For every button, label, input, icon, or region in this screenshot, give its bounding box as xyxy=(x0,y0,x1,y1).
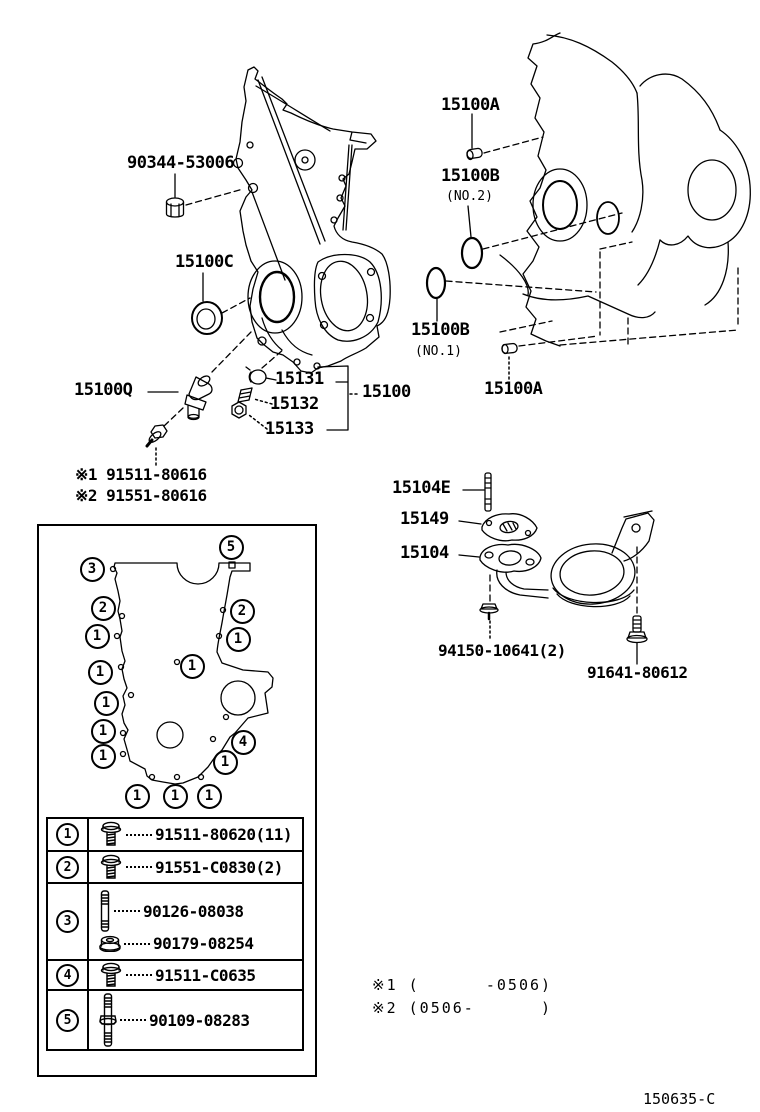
leader-dash xyxy=(114,910,140,912)
note-applicability-2: ※2 (0506- ) xyxy=(372,999,553,1017)
inset-callout-1: 1 xyxy=(226,627,251,652)
inset-callout-3: 3 xyxy=(80,557,105,582)
fastener-item xyxy=(99,993,302,1047)
spring-15132-drawing xyxy=(238,388,252,402)
inset-callout-5: 5 xyxy=(219,535,244,560)
inset-callout-1: 1 xyxy=(180,654,205,679)
fastener-table-row-4 xyxy=(48,961,302,991)
inset-callout-2: 2 xyxy=(230,599,255,624)
label-15100a-bottom: 15100A xyxy=(484,379,543,399)
label-note2-part: ※2 91551-80616 xyxy=(75,486,207,505)
union-15100q-drawing xyxy=(185,374,212,420)
inset-callout-2: 2 xyxy=(91,596,116,621)
label-15133: 15133 xyxy=(265,419,314,439)
row-callout-cell xyxy=(48,852,89,882)
nut-icon xyxy=(99,935,121,952)
callout-badge-2: 2 xyxy=(56,856,79,879)
nut-15133-drawing xyxy=(232,402,246,418)
bolt-icon xyxy=(99,854,123,881)
engine-block-drawing xyxy=(500,33,750,348)
fastener-table-row-3 xyxy=(48,884,302,961)
double-stud-icon xyxy=(99,993,117,1047)
label-15131: 15131 xyxy=(275,369,324,389)
fastener-item xyxy=(99,854,302,881)
inset-callout-4: 4 xyxy=(231,730,256,755)
union-bolt-drawing xyxy=(147,425,167,446)
label-15100b-no1-sub: (NO.1) xyxy=(415,344,462,359)
label-15100b-no2: 15100B xyxy=(441,166,500,186)
row-parts-cell xyxy=(89,852,302,882)
leader-dash xyxy=(126,866,152,868)
inset-callout-1: 1 xyxy=(91,744,116,769)
leader-dash xyxy=(124,943,150,945)
fastener-item xyxy=(99,962,302,989)
part-number: 90179-08254 xyxy=(153,934,254,953)
leader-dash xyxy=(126,974,152,976)
oil-strainer-drawing xyxy=(480,473,654,643)
row-callout-cell xyxy=(48,991,89,1049)
inset-callout-1: 1 xyxy=(85,624,110,649)
callout-badge-3: 3 xyxy=(56,910,79,933)
label-15104e: 15104E xyxy=(392,478,451,498)
fastener-item xyxy=(99,934,302,953)
callout-badge-1: 1 xyxy=(56,823,79,846)
label-15100q: 15100Q xyxy=(74,380,133,400)
label-90344-53006: 90344-53006 xyxy=(127,153,235,173)
label-91641-80612: 91641-80612 xyxy=(587,663,688,682)
row-callout-cell xyxy=(48,884,89,959)
row-parts-cell xyxy=(89,961,302,989)
leader-dash xyxy=(126,834,152,836)
fastener-item xyxy=(99,890,302,932)
label-15100: 15100 xyxy=(362,382,411,402)
bolt-icon xyxy=(99,962,123,989)
label-15132: 15132 xyxy=(270,394,319,414)
label-15100b-no1: 15100B xyxy=(411,320,470,340)
inset-callout-1: 1 xyxy=(91,719,116,744)
label-94150-10641: 94150-10641(2) xyxy=(438,641,566,660)
callout-badge-4: 4 xyxy=(56,964,79,987)
pin-15100a-bottom-drawing xyxy=(502,343,518,354)
fastener-table-row-1 xyxy=(48,819,302,852)
plug-90344-drawing xyxy=(167,198,184,217)
row-callout-cell xyxy=(48,961,89,989)
inset-callout-1: 1 xyxy=(94,691,119,716)
fastener-item xyxy=(99,821,302,848)
fastener-table-row-2 xyxy=(48,852,302,884)
part-number: 91511-80620(11) xyxy=(155,825,292,844)
row-callout-cell xyxy=(48,819,89,850)
fastener-table xyxy=(46,817,304,1051)
timing-cover-drawing xyxy=(234,67,391,373)
inset-callout-1: 1 xyxy=(197,784,222,809)
part-number: 90126-08038 xyxy=(143,901,244,921)
relief-valve-15131-drawing xyxy=(246,367,266,384)
part-number: 90109-08283 xyxy=(149,1010,250,1030)
fastener-table-row-5 xyxy=(48,991,302,1049)
part-number: 91551-C0830(2) xyxy=(155,857,283,877)
pin-15100a-top-drawing xyxy=(466,148,482,160)
bolt-icon xyxy=(99,821,123,848)
stud-icon xyxy=(99,890,111,932)
oil-seal-15100c-drawing xyxy=(192,302,222,334)
figure-code: 150635-C xyxy=(643,1090,716,1108)
label-15100c: 15100C xyxy=(175,252,234,272)
note-applicability-1: ※1 ( -0506) xyxy=(372,976,553,994)
label-15149: 15149 xyxy=(400,509,449,529)
inset-callout-1: 1 xyxy=(88,660,113,685)
label-15104: 15104 xyxy=(400,543,449,563)
inset-callout-1: 1 xyxy=(125,784,150,809)
part-number: 91511-C0635 xyxy=(155,965,256,985)
callout-badge-5: 5 xyxy=(56,1009,79,1032)
row-parts-cell xyxy=(89,991,302,1049)
inset-callout-1: 1 xyxy=(213,750,238,775)
inset-callout-1: 1 xyxy=(163,784,188,809)
oring-15100b-no1-drawing xyxy=(427,268,445,298)
oring-15100b-no2-drawing xyxy=(462,238,482,268)
label-15100a-top: 15100A xyxy=(441,95,500,115)
label-note1-part: ※1 91511-80616 xyxy=(75,465,207,484)
row-parts-cell xyxy=(89,884,302,959)
leader-dash xyxy=(120,1019,146,1021)
row-parts-cell xyxy=(89,819,302,850)
label-15100b-no2-sub: (NO.2) xyxy=(446,189,493,204)
